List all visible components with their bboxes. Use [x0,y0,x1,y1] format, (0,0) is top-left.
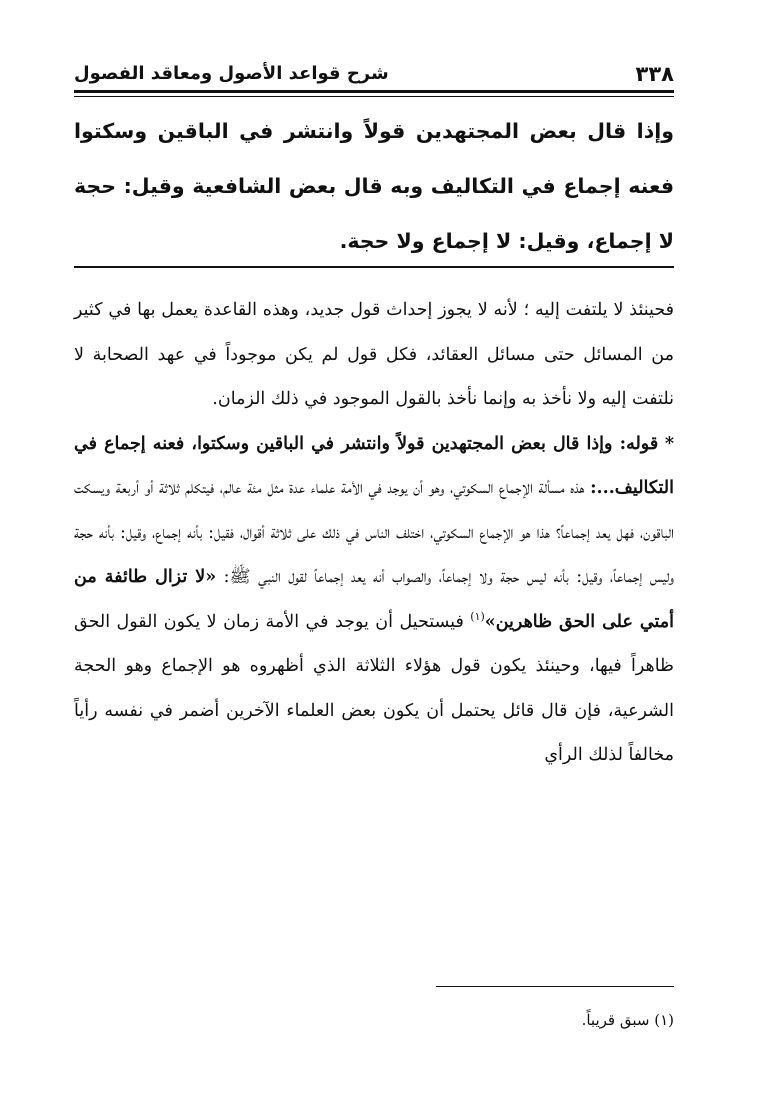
matn-text: وإذا قال بعض المجتهدين قولاً وانتشر في الباقين وسكتوا فعنه إجماع في التكاليف وبه قال بعض الشافعية وقيل: حجة لا إجماع، وقيل: لا إجماع ولا حجة. [74,119,674,253]
footnote-rule [436,986,674,987]
commentary-text-b: فيستحيل أن يوجد في الأمة زمان لا يكون القول الحق ظاهراً فيها، وحينئذ يكون قول هؤلاء الثلاثة الذي أظهروه هو الإجماع وهو الحجة الشرعية، فإن قال قائل يحتمل أن يكون بعض العلماء الآخرين أضمر في نفسه رأياً مخالفاً لذلك الرأي [74,611,674,765]
page-number: ٣٣٨ [635,62,674,86]
star-marker: * [664,433,674,454]
commentary-paragraph-2 [74,422,674,778]
running-title: شرح قواعد الأصول ومعاقد الفصول [74,63,389,84]
matn-separator [74,266,674,268]
commentary-paragraph-1: فحينئذ لا يلتفت إليه ؛ لأنه لا يجوز إحداث قول جديد، وهذه القاعدة يعمل بها في كثير من المسائل حتى مسائل العقائد، فكل قول لم يكن موجوداً في عهد الصحابة لا نلتفت إليه ولا نأخذ به وإنما نأخذ بالقول الموجود في ذلك الزمان. [74,300,674,409]
footnote: (١) سبق قريباً. [581,1011,674,1029]
commentary [74,288,674,778]
page-header [74,54,674,88]
matn-quote: قوله: وإذا قال بعض المجتهدين قولاً وانتشر في الباقين وسكتوا، فعنه إجماع في التكاليف...: [74,433,674,498]
hadith-quote: «لا تزال طائفة من أمتي على الحق ظاهرين» [74,567,674,632]
header-rule-thin [74,96,674,97]
commentary-text-a: هذه مسألة الإجماع السكوتي، وهو أن يوجد في الأمة علماء عدة مثل مئة عالم، فيتكلم ثلاثة أو أربعة ويسكت الباقون، فهل يعد إجماعاً؟ هذا هو الإجماع السكوتي، اختلف الناس في ذلك على ثلاثة أقوال، فقيل: بأنه إجماع، وقيل: بأنه حجة وليس إجماعاً، وقيل: بأنه ليس حجة ولا إجماعاً، والصواب أنه يعد إجماعاً لقول النبي ﷺ: [74,478,674,587]
footnote-reference: (١) [470,609,485,623]
header-rule [74,90,674,93]
